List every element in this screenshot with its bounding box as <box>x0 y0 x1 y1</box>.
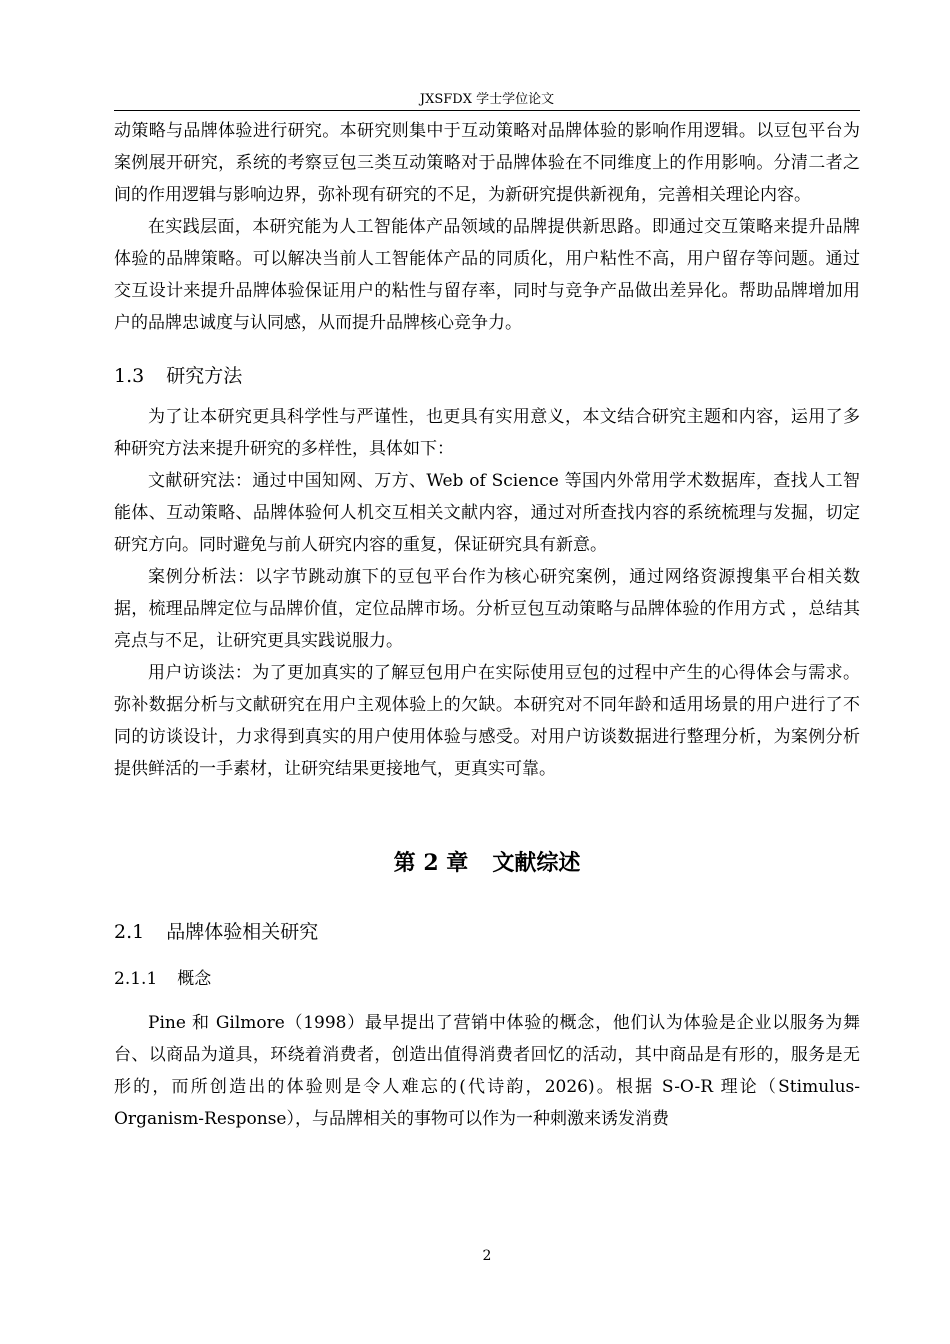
paragraph-interview-method: 用户访谈法：为了更加真实的了解豆包用户在实际使用豆包的过程中产生的心得体会与需求。弥补数据分析与文献研究在用户主观体验上的欠缺。本研究对不同年龄和适用场景的用户进行了不同的访谈设计，力求得到真实的用户使用体验与感受。对用户访谈数据进行整理分析，为案例分析提供鲜活的一手素材，让研究结果更接地气，更真实可靠。 <box>114 663 860 779</box>
paragraph-concept: Pine 和 Gilmore（1998）最早提出了营销中体验的概念，他们认为体验是企业以服务为舞台、以商品为道具，环绕着消费者，创造出值得消费者回忆的活动，其中商品是有形的，服务是无形的，而所创造出的体验则是令人难忘的(代诗韵，2026)。根据 S-O-R 理论（Stimulus-Organism-Response），与品牌相关的事物可以作为一种刺激来诱发消费 <box>114 1013 860 1129</box>
paragraph-practice: 在实践层面，本研究能为人工智能体产品领域的品牌提供新思路。即通过交互策略来提升品牌体验的品牌策略。可以解决当前人工智能体产品的同质化，用户粘性不高，用户留存等问题。通过交互设计来提升品牌体验保证用户的粘性与留存率，同时与竞争产品做出差异化。帮助品牌增加用户的品牌忠诚度与认同感，从而提升品牌核心竞争力。 <box>114 217 860 333</box>
chapter-title: 文献综述 <box>492 850 581 876</box>
subsection-heading-2-1-1 <box>114 965 860 993</box>
section-title: 品牌体验相关研究 <box>166 921 319 943</box>
section-title: 研究方法 <box>166 365 243 387</box>
chapter-heading <box>114 847 860 879</box>
paragraph-literature-method: 文献研究法：通过中国知网、万方、Web of Science 等国内外常用学术数据库，查找人工智能体、互动策略、品牌体验何人机交互相关文献内容，通过对所查找内容的系统梳理与发掘，切定研究方向。同时避免与前人研究内容的重复，保证研究具有新意。 <box>114 471 860 555</box>
paragraph-methods-intro: 为了让本研究更具科学性与严谨性，也更具有实用意义，本文结合研究主题和内容，运用了多种研究方法来提升研究的多样性，具体如下： <box>114 407 860 459</box>
section-heading-1-3 <box>114 361 860 391</box>
paragraph-case-method: 案例分析法：以字节跳动旗下的豆包平台作为核心研究案例，通过网络资源搜集平台相关数据，梳理品牌定位与品牌价值，定位品牌市场。分析豆包互动策略与品牌体验的作用方式 ，总结其亮点与不足，让研究更具实践说服力。 <box>114 567 860 651</box>
subsection-number: 2.1.1 <box>114 969 158 989</box>
subsection-title: 概念 <box>177 969 212 989</box>
section-heading-2-1 <box>114 917 860 947</box>
section-number: 1.3 <box>114 365 145 387</box>
section-number: 2.1 <box>114 921 145 943</box>
header-rule <box>114 110 860 111</box>
chapter-number: 第 2 章 <box>393 850 469 876</box>
paragraph-continued: 动策略与品牌体验进行研究。本研究则集中于互动策略对品牌体验的影响作用逻辑。以豆包平台为案例展开研究，系统的考察豆包三类互动策略对于品牌体验在不同维度上的作用影响。分清二者之间的作用逻辑与影响边界，弥补现有研究的不足，为新研究提供新视角，完善相关理论内容。 <box>114 121 860 205</box>
page-body <box>114 115 860 1135</box>
page-header: JXSFDX 学士学位论文 <box>419 92 555 107</box>
page-number: 2 <box>482 1248 492 1264</box>
